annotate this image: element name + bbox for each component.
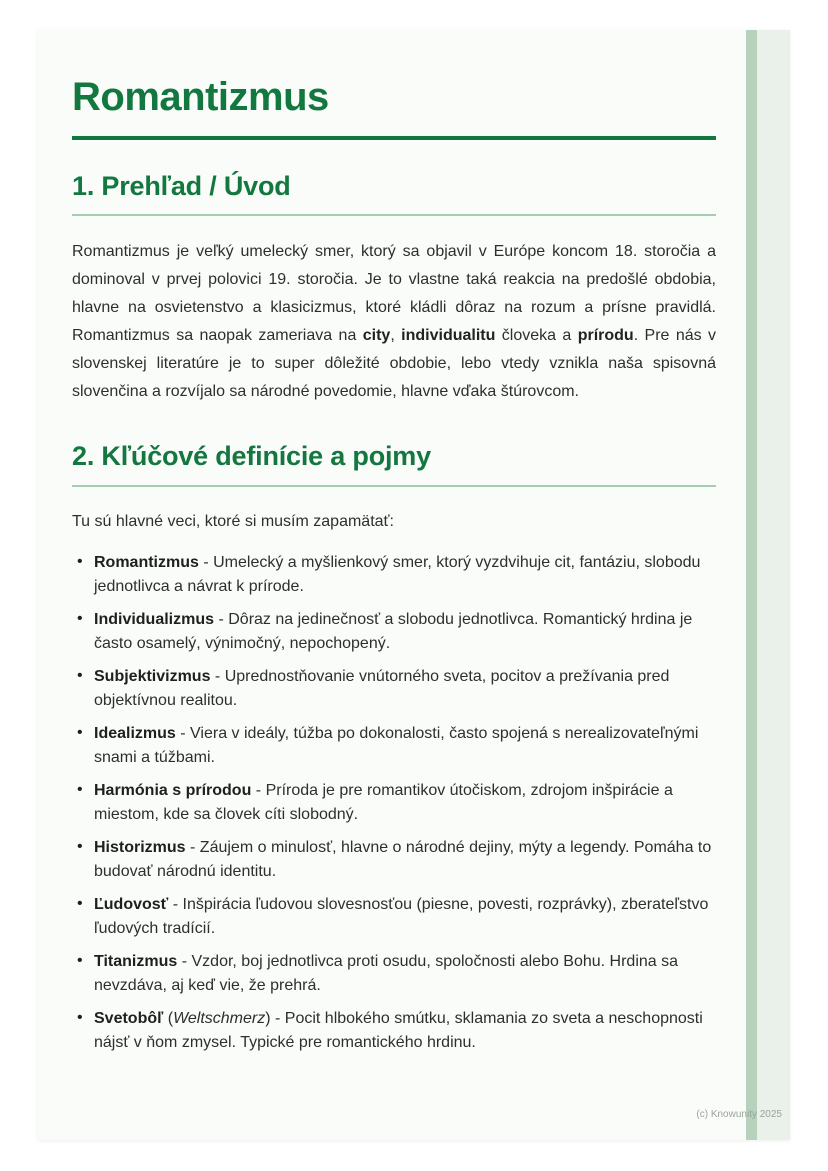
body-text: ,	[390, 327, 402, 345]
key-term-item: • Individualizmus - Dôraz na jedinečnosť a slobodu jednotlivca. Romantický hrdina je často osamelý, výnimočný, nepochopený.	[72, 608, 716, 656]
body-text: Romantizmus je veľký umelecký smer, ktorý sa objavil v Európe koncom 18. storočia a dominoval v prvej polovici 19. storočia. Je to vlastne taká reakcia na predošlé obdobia, hlavne na osvietenstvo a klasicizmus, ktoré kládli dôraz na rozum a prísne pravidlá. Romantizmus sa naopak zameriava na	[72, 243, 716, 345]
copyright-footer: (c) Knowunity 2025	[696, 1109, 782, 1120]
overview-heading: 1. Prehľad / Úvod	[72, 171, 291, 201]
key-term-foreign-note: Weltschmerz	[173, 1009, 266, 1027]
key-term-description: Dôraz na jedinečnosť a slobodu jednotlivca. Romantický hrdina je často osamelý, výnimočný, nepochopený.	[94, 610, 693, 652]
key-term-name: Historizmus	[94, 838, 186, 856]
key-term-description: Vzdor, boj jednotlivca proti osudu, spoločnosti alebo Bohu. Hrdina sa nevzdáva, aj keď vie, že prehrá.	[94, 952, 679, 994]
key-term-name: Romantizmus	[94, 553, 199, 571]
title-divider	[72, 136, 716, 140]
section-overview	[72, 170, 716, 406]
definitions-divider	[72, 485, 716, 487]
key-term-description: Umelecký a myšlienkový smer, ktorý vyzdvihuje cit, fantáziu, slobodu jednotlivca a návrat k prírode.	[94, 553, 701, 595]
emphasis-text: prírodu	[577, 327, 634, 345]
key-terms-list	[72, 551, 716, 1055]
key-term-description: Pocit hlbokého smútku, sklamania zo sveta a neschopnosti nájsť v ňom zmysel. Typické pre romantického hrdinu.	[94, 1009, 703, 1051]
emphasis-text: city	[362, 327, 391, 345]
definitions-heading: 2. Kľúčové definície a pojmy	[72, 441, 431, 472]
body-text: človeka a	[495, 327, 578, 345]
page-content	[38, 30, 790, 1055]
section-definitions	[72, 440, 716, 1054]
key-term-name: Subjektivizmus	[94, 667, 211, 685]
key-term-name: Titanizmus	[94, 952, 178, 970]
key-term-name: Idealizmus	[94, 724, 176, 742]
key-term-item: • Ľudovosť - Inšpirácia ľudovou slovesnosťou (piesne, povesti, rozprávky), zberateľstvo ľudových tradícií.	[72, 893, 716, 941]
emphasis-text: individualitu	[401, 327, 496, 345]
key-term-item: • Svetobôľ (Weltschmerz) - Pocit hlbokého smútku, sklamania zo sveta a neschopnosti nájsť v ňom zmysel. Typické pre romantického hrdinu.	[72, 1007, 716, 1055]
key-term-item: • Titanizmus - Vzdor, boj jednotlivca proti osudu, spoločnosti alebo Bohu. Hrdina sa nevzdáva, aj keď vie, že prehrá.	[72, 950, 716, 998]
overview-divider	[72, 214, 716, 216]
key-term-item: • Historizmus - Záujem o minulosť, hlavne o národné dejiny, mýty a legendy. Pomáha to budovať národnú identitu.	[72, 836, 716, 884]
key-term-item: • Harmónia s prírodou - Príroda je pre romantikov útočiskom, zdrojom inšpirácie a miestom, kde sa človek cíti slobodný.	[72, 779, 716, 827]
key-term-item: • Subjektivizmus - Uprednostňovanie vnútorného sveta, pocitov a prežívania pred objektívnou realitou.	[72, 665, 716, 713]
definitions-lead: Tu sú hlavné veci, ktoré si musím zapamätať:	[72, 512, 394, 530]
document-page	[38, 30, 790, 1140]
key-term-name: Harmónia s prírodou	[94, 781, 252, 799]
key-term-description: Záujem o minulosť, hlavne o národné dejiny, mýty a legendy. Pomáha to budovať národnú identitu.	[94, 838, 712, 880]
overview-paragraph	[72, 238, 716, 406]
key-term-description: Viera v ideály, túžba po dokonalosti, často spojená s nerealizovateľnými snami a túžbami.	[94, 724, 699, 766]
body-text: . Pre nás v slovenskej literatúre je to super dôležité obdobie, lebo vtedy vznikla naša spisovná slovenčina a rozvíjalo sa národné povedomie, hlavne vďaka štúrovcom.	[72, 327, 717, 401]
key-term-item: • Romantizmus - Umelecký a myšlienkový smer, ktorý vyzdvihuje cit, fantáziu, slobodu jednotlivca a návrat k prírode.	[72, 551, 716, 599]
key-term-name: Individualizmus	[94, 610, 215, 628]
key-term-name: Ľudovosť	[94, 895, 169, 913]
key-term-item: • Idealizmus - Viera v ideály, túžba po dokonalosti, často spojená s nerealizovateľnými snami a túžbami.	[72, 722, 716, 770]
key-term-description: Príroda je pre romantikov útočiskom, zdrojom inšpirácie a miestom, kde sa človek cíti slobodný.	[94, 781, 673, 823]
key-term-description: Inšpirácia ľudovou slovesnosťou (piesne, povesti, rozprávky), zberateľstvo ľudových tradícií.	[94, 895, 709, 937]
document-title: Romantizmus	[72, 75, 329, 119]
key-term-name: Svetobôľ	[94, 1009, 164, 1027]
key-term-description: Uprednostňovanie vnútorného sveta, pocitov a prežívania pred objektívnou realitou.	[94, 667, 670, 709]
